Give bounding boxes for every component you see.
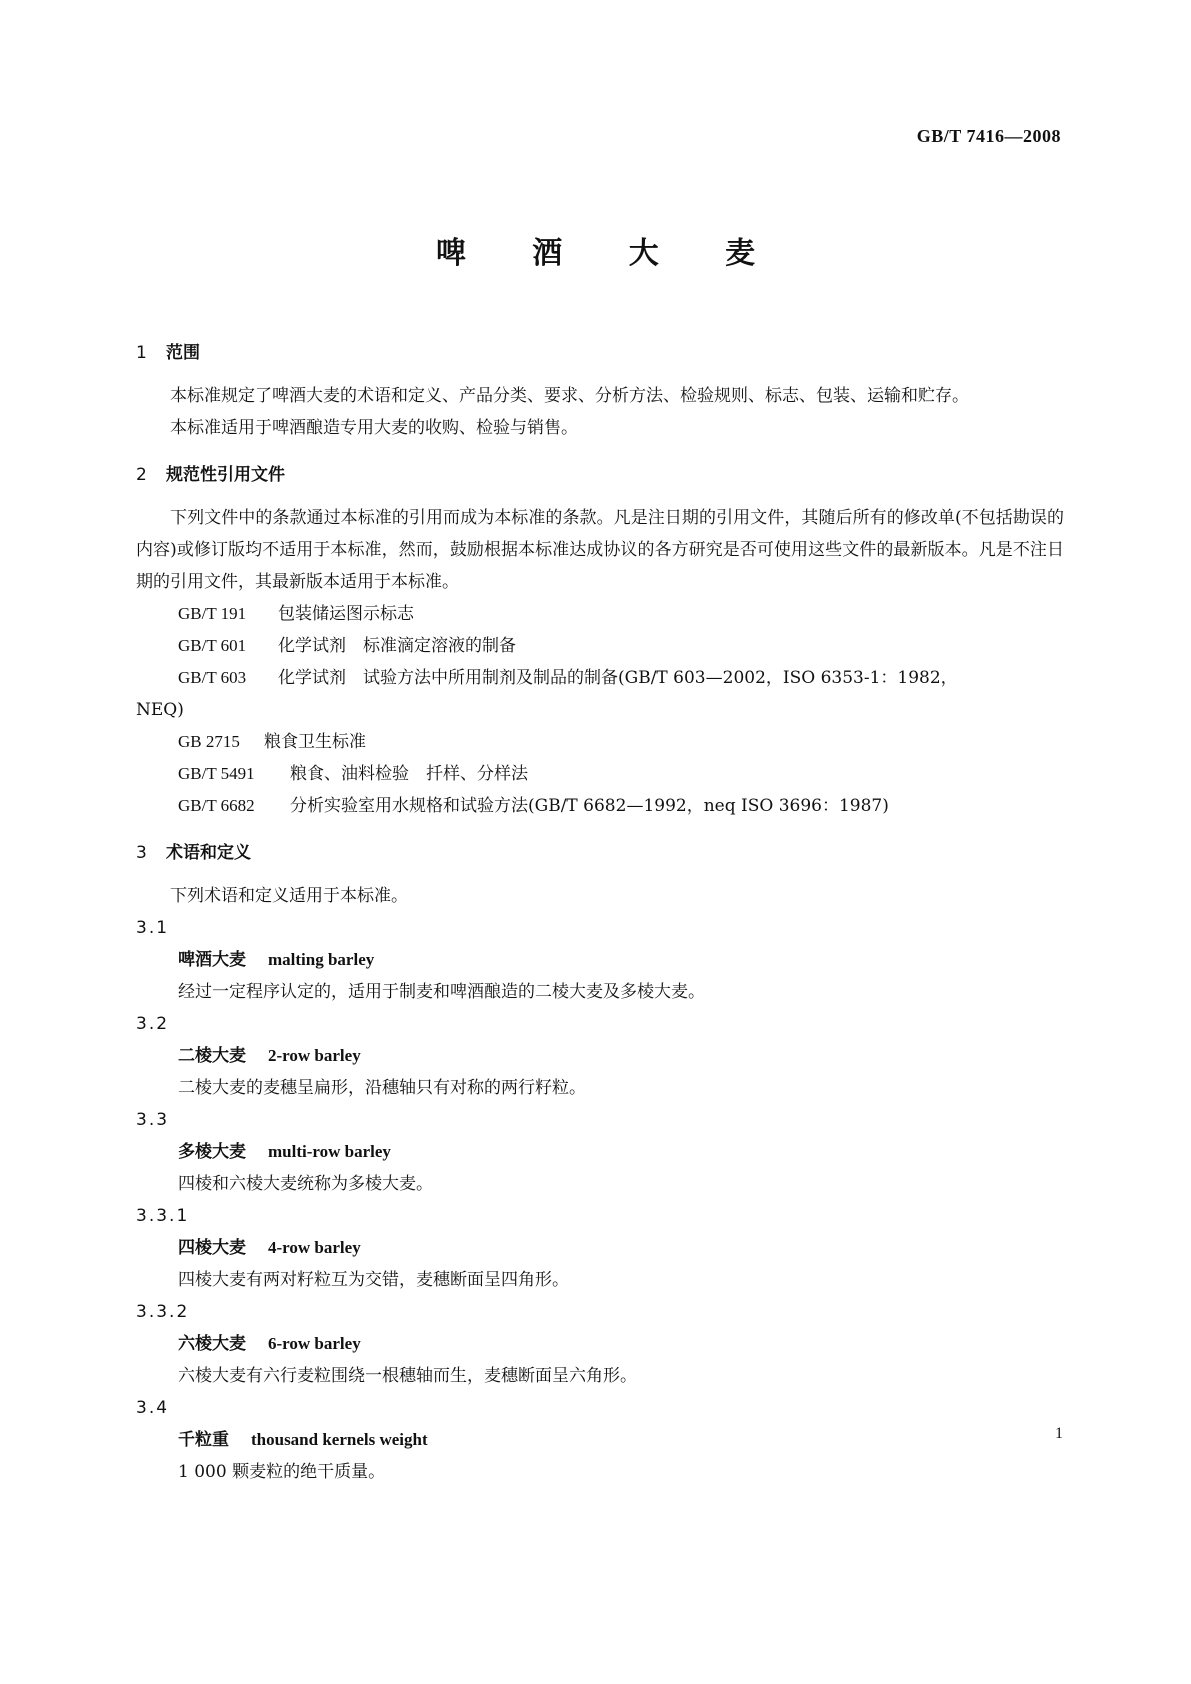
term-english: multi-row barley	[268, 1142, 391, 1161]
reference-title: 化学试剂 试验方法中所用制剂及制品的制备(GB/T 603—2002，ISO 6353-1：1982，	[278, 668, 958, 688]
section-heading-normative-references	[136, 458, 1064, 492]
document-title: 啤 酒 大 麦	[435, 236, 784, 271]
reference-code: GB/T 601	[178, 636, 247, 655]
section-number: 1	[136, 343, 147, 363]
reference-title: 粮食、油料检验 扦样、分样法	[290, 764, 528, 784]
reference-item	[136, 790, 1064, 822]
term-number: 3.3.2	[136, 1302, 190, 1322]
term-chinese: 六棱大麦	[178, 1334, 246, 1354]
term-english: malting barley	[268, 950, 375, 969]
scope-paragraph-1: 本标准规定了啤酒大麦的术语和定义、产品分类、要求、分析方法、检验规则、标志、包装、运输和贮存。	[170, 386, 969, 406]
reference-code: GB/T 6682	[178, 796, 255, 815]
reference-title: 粮食卫生标准	[264, 732, 366, 752]
scope-paragraph-2: 本标准适用于啤酒酿造专用大麦的收购、检验与销售。	[170, 418, 578, 438]
term-number: 3.3.1	[136, 1206, 190, 1226]
reference-continuation: NEQ)	[136, 700, 184, 720]
term-definition: 二棱大麦的麦穗呈扁形，沿穗轴只有对称的两行籽粒。	[178, 1078, 586, 1098]
term-english: thousand kernels weight	[251, 1430, 428, 1449]
term-definition: 四棱和六棱大麦统称为多棱大麦。	[178, 1174, 433, 1194]
term-chinese: 千粒重	[178, 1430, 229, 1450]
term-entry	[136, 1392, 1064, 1488]
terms-intro: 下列术语和定义适用于本标准。	[170, 886, 408, 906]
reference-item	[136, 758, 1064, 790]
term-number: 3.4	[136, 1398, 170, 1418]
term-heading	[136, 1136, 1064, 1168]
document-body	[136, 336, 1064, 1488]
term-number: 3.1	[136, 918, 170, 938]
term-english: 2-row barley	[268, 1046, 361, 1065]
term-definition: 四棱大麦有两对籽粒互为交错，麦穗断面呈四角形。	[178, 1270, 569, 1290]
reference-item	[136, 662, 1064, 694]
reference-item	[136, 726, 1064, 758]
term-english: 4-row barley	[268, 1238, 361, 1257]
term-heading	[136, 1328, 1064, 1360]
term-chinese: 四棱大麦	[178, 1238, 246, 1258]
reference-item	[136, 630, 1064, 662]
reference-title: 包装储运图示标志	[278, 604, 414, 624]
reference-code: GB/T 191	[178, 604, 247, 623]
term-number: 3.2	[136, 1014, 170, 1034]
term-heading	[136, 1040, 1064, 1072]
term-chinese: 啤酒大麦	[178, 950, 246, 970]
term-entry	[136, 1104, 1064, 1200]
term-english: 6-row barley	[268, 1334, 361, 1353]
reference-title: 分析实验室用水规格和试验方法(GB/T 6682—1992，neq ISO 3696：1987)	[290, 796, 889, 816]
page-number: 1	[1055, 1425, 1063, 1442]
section-title: 规范性引用文件	[166, 465, 285, 485]
term-heading	[136, 944, 1064, 976]
term-definition: 经过一定程序认定的，适用于制麦和啤酒酿造的二棱大麦及多棱大麦。	[178, 982, 705, 1002]
references-intro: 下列文件中的条款通过本标准的引用而成为本标准的条款。凡是注日期的引用文件，其随后所有的修改单(不包括勘误的内容)或修订版均不适用于本标准，然而，鼓励根据本标准达成协议的各方研究是否可使用这些文件的最新版本。凡是不注日期的引用文件，其最新版本适用于本标准。	[136, 508, 1064, 592]
section-heading-terms	[136, 836, 1064, 870]
term-heading	[136, 1232, 1064, 1264]
reference-code: GB 2715	[178, 732, 240, 751]
term-entry	[136, 1008, 1064, 1104]
standard-number: GB/T 7416—2008	[916, 126, 1061, 146]
term-entry	[136, 1200, 1064, 1296]
term-entry	[136, 912, 1064, 1008]
reference-item	[136, 598, 1064, 630]
reference-code: GB/T 603	[178, 668, 247, 687]
section-title: 术语和定义	[166, 843, 251, 863]
section-title: 范围	[166, 343, 200, 363]
term-definition: 六棱大麦有六行麦粒围绕一根穗轴而生，麦穗断面呈六角形。	[178, 1366, 637, 1386]
term-entry	[136, 1296, 1064, 1392]
section-number: 2	[136, 465, 147, 485]
section-number: 3	[136, 843, 147, 863]
term-chinese: 多棱大麦	[178, 1142, 246, 1162]
term-chinese: 二棱大麦	[178, 1046, 246, 1066]
reference-code: GB/T 5491	[178, 764, 255, 783]
reference-title: 化学试剂 标准滴定溶液的制备	[278, 636, 516, 656]
term-number: 3.3	[136, 1110, 170, 1130]
section-heading-scope	[136, 336, 1064, 370]
term-heading	[136, 1424, 1064, 1456]
term-definition: 1 000 颗麦粒的绝干质量。	[178, 1462, 386, 1482]
